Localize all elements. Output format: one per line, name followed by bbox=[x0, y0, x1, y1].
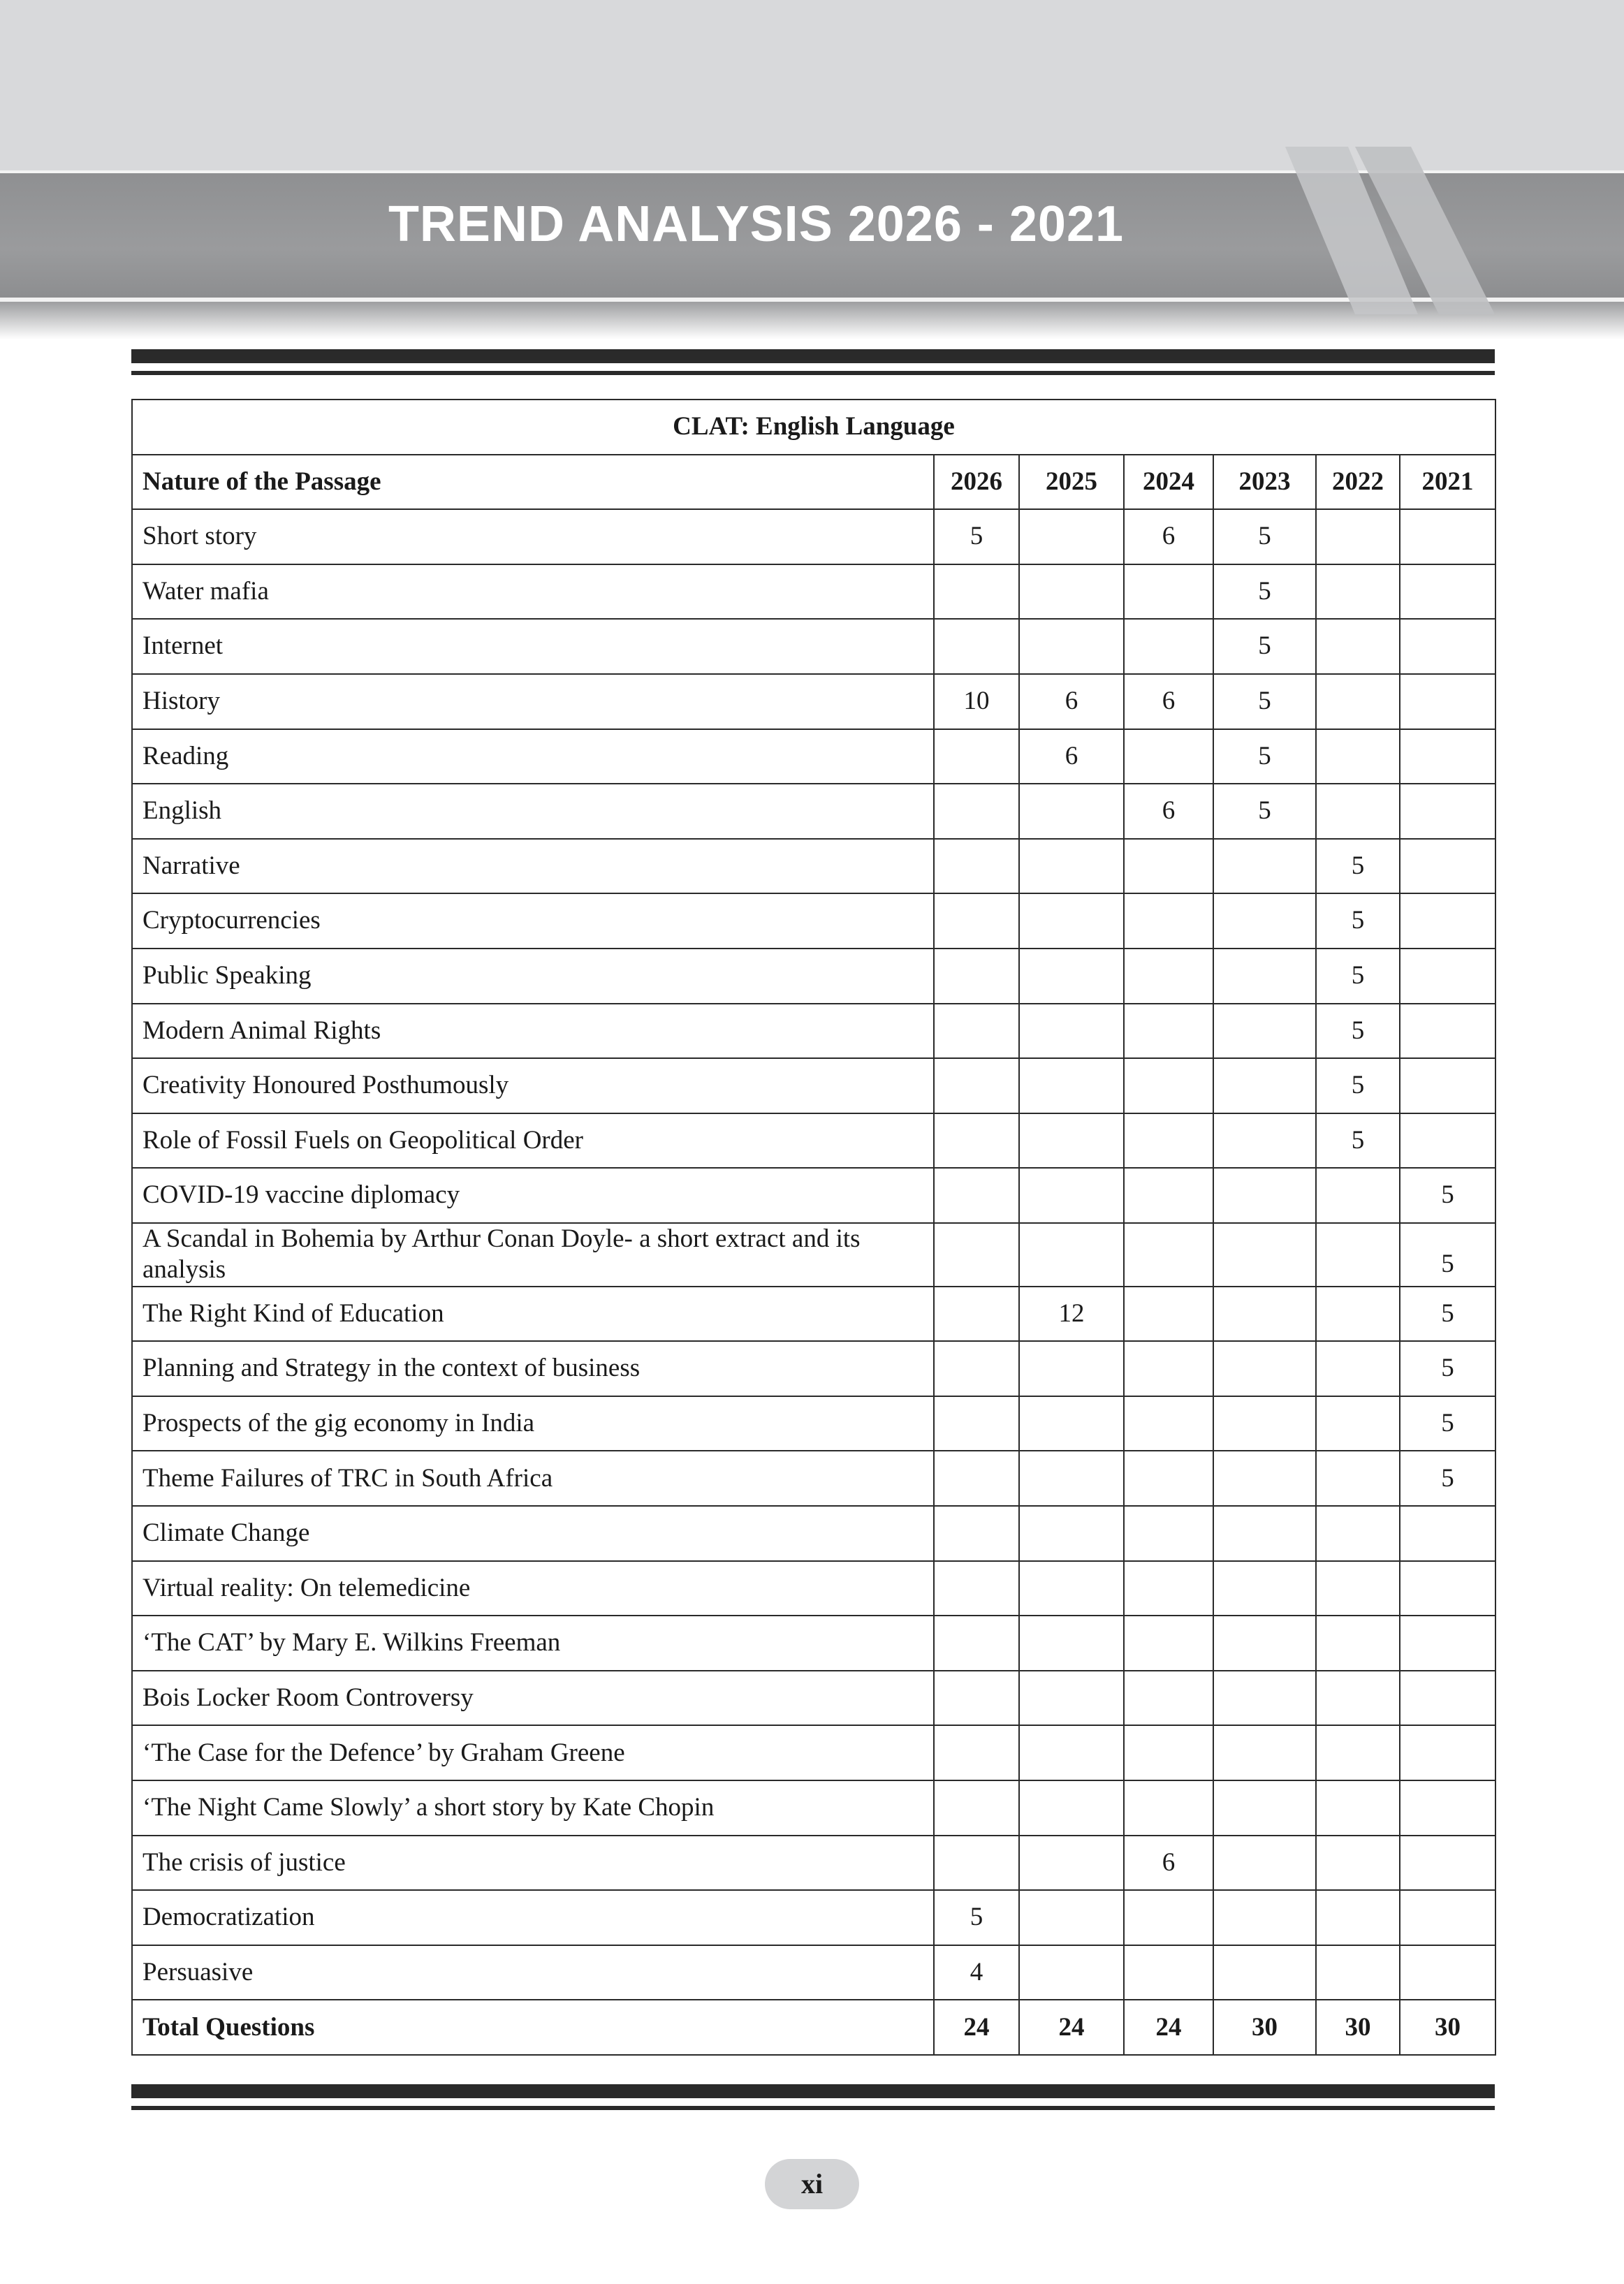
row-value bbox=[934, 1671, 1019, 1726]
row-value: 6 bbox=[1124, 674, 1213, 729]
table-row bbox=[132, 949, 1495, 1004]
row-value bbox=[1213, 1890, 1316, 1945]
row-value bbox=[1213, 1451, 1316, 1506]
column-header-year: 2026 bbox=[934, 455, 1019, 510]
row-value bbox=[1124, 1113, 1213, 1169]
row-value: 5 bbox=[1316, 949, 1400, 1004]
row-value bbox=[1124, 1287, 1213, 1342]
row-value: 5 bbox=[1316, 1113, 1400, 1169]
row-label: Modern Animal Rights bbox=[132, 1004, 934, 1059]
bottom-divider-thick bbox=[131, 2084, 1495, 2098]
table-row bbox=[132, 1451, 1495, 1506]
row-value bbox=[1019, 1004, 1124, 1059]
row-value bbox=[934, 1725, 1019, 1780]
table-row bbox=[132, 1058, 1495, 1113]
row-value: 5 bbox=[1400, 1451, 1495, 1506]
row-label: Bois Locker Room Controversy bbox=[132, 1671, 934, 1726]
row-value bbox=[1316, 1506, 1400, 1561]
table-row bbox=[132, 1616, 1495, 1671]
row-value bbox=[1400, 1725, 1495, 1780]
column-header-year: 2021 bbox=[1400, 455, 1495, 510]
trend-table bbox=[131, 399, 1496, 2056]
row-value bbox=[1124, 619, 1213, 674]
row-value bbox=[1019, 1113, 1124, 1169]
row-value bbox=[1316, 1396, 1400, 1451]
row-value bbox=[1213, 1287, 1316, 1342]
header-top-band bbox=[0, 0, 1624, 170]
row-value bbox=[1124, 1004, 1213, 1059]
row-value bbox=[1400, 1890, 1495, 1945]
row-value bbox=[934, 893, 1019, 949]
total-value: 30 bbox=[1316, 2000, 1400, 2055]
top-divider-thick bbox=[131, 349, 1495, 363]
row-label: Water mafia bbox=[132, 564, 934, 620]
row-value bbox=[1124, 1671, 1213, 1726]
row-value: 5 bbox=[1400, 1341, 1495, 1396]
row-value bbox=[1400, 729, 1495, 784]
row-value bbox=[1213, 1004, 1316, 1059]
row-value bbox=[1019, 1561, 1124, 1616]
row-value bbox=[934, 1168, 1019, 1223]
row-value bbox=[1400, 1836, 1495, 1891]
row-value bbox=[1213, 1671, 1316, 1726]
row-value bbox=[1019, 893, 1124, 949]
table-row bbox=[132, 729, 1495, 784]
table-row bbox=[132, 784, 1495, 839]
row-value: 6 bbox=[1124, 1836, 1213, 1891]
row-value bbox=[934, 729, 1019, 784]
row-value bbox=[1400, 893, 1495, 949]
row-label: Public Speaking bbox=[132, 949, 934, 1004]
row-value bbox=[1316, 1836, 1400, 1891]
bottom-divider-thin bbox=[131, 2106, 1495, 2110]
row-value bbox=[1213, 1561, 1316, 1616]
column-header-passage: Nature of the Passage bbox=[132, 455, 934, 510]
table-row bbox=[132, 839, 1495, 894]
row-value bbox=[1019, 1506, 1124, 1561]
row-value bbox=[1124, 893, 1213, 949]
row-value bbox=[1124, 1890, 1213, 1945]
table-row bbox=[132, 674, 1495, 729]
row-value bbox=[1400, 1671, 1495, 1726]
row-value bbox=[934, 1396, 1019, 1451]
row-label: The Right Kind of Education bbox=[132, 1287, 934, 1342]
row-value bbox=[1019, 619, 1124, 674]
row-value: 5 bbox=[1213, 729, 1316, 784]
row-value bbox=[1400, 509, 1495, 564]
row-value bbox=[1400, 1561, 1495, 1616]
row-label: Virtual reality: On telemedicine bbox=[132, 1561, 934, 1616]
row-value bbox=[1124, 729, 1213, 784]
table-row bbox=[132, 1004, 1495, 1059]
row-value: 5 bbox=[934, 509, 1019, 564]
row-value bbox=[1124, 839, 1213, 894]
row-value bbox=[1124, 564, 1213, 620]
row-label: Internet bbox=[132, 619, 934, 674]
column-header-year: 2024 bbox=[1124, 455, 1213, 510]
row-value bbox=[934, 1004, 1019, 1059]
row-label: English bbox=[132, 784, 934, 839]
row-value bbox=[934, 1287, 1019, 1342]
row-value bbox=[934, 1341, 1019, 1396]
row-label: History bbox=[132, 674, 934, 729]
total-value: 24 bbox=[1019, 2000, 1124, 2055]
table-row bbox=[132, 619, 1495, 674]
row-value bbox=[934, 949, 1019, 1004]
row-value: 6 bbox=[1124, 509, 1213, 564]
row-value bbox=[1213, 1836, 1316, 1891]
table-row bbox=[132, 1223, 1495, 1287]
row-value bbox=[1400, 949, 1495, 1004]
row-value bbox=[1124, 1506, 1213, 1561]
row-value: 4 bbox=[934, 1945, 1019, 2000]
row-value bbox=[1400, 1506, 1495, 1561]
row-value bbox=[1316, 1780, 1400, 1836]
row-value bbox=[1316, 729, 1400, 784]
row-value bbox=[1124, 1058, 1213, 1113]
row-value bbox=[1316, 1945, 1400, 2000]
total-row bbox=[132, 2000, 1495, 2055]
row-value bbox=[1019, 1058, 1124, 1113]
row-value: 6 bbox=[1019, 674, 1124, 729]
row-label: The crisis of justice bbox=[132, 1836, 934, 1891]
table-row bbox=[132, 1780, 1495, 1836]
row-value bbox=[1316, 1725, 1400, 1780]
row-value bbox=[934, 839, 1019, 894]
row-value bbox=[1213, 1058, 1316, 1113]
row-label: Prospects of the gig economy in India bbox=[132, 1396, 934, 1451]
row-value bbox=[1213, 1168, 1316, 1223]
row-value: 5 bbox=[1213, 619, 1316, 674]
table-row bbox=[132, 893, 1495, 949]
table-row bbox=[132, 1836, 1495, 1891]
row-value bbox=[934, 784, 1019, 839]
row-value bbox=[1400, 619, 1495, 674]
row-value: 5 bbox=[1316, 1004, 1400, 1059]
row-value bbox=[1124, 1725, 1213, 1780]
row-value bbox=[934, 1561, 1019, 1616]
row-value bbox=[1019, 1780, 1124, 1836]
row-value bbox=[1213, 949, 1316, 1004]
row-value bbox=[934, 1451, 1019, 1506]
row-value bbox=[934, 1506, 1019, 1561]
table-header-row bbox=[132, 455, 1495, 510]
row-value bbox=[1400, 1004, 1495, 1059]
row-value bbox=[1400, 1780, 1495, 1836]
row-value bbox=[1019, 1890, 1124, 1945]
row-value bbox=[1400, 1616, 1495, 1671]
row-label: Creativity Honoured Posthumously bbox=[132, 1058, 934, 1113]
row-value bbox=[1213, 893, 1316, 949]
row-value: 5 bbox=[1213, 509, 1316, 564]
row-value bbox=[1213, 1396, 1316, 1451]
table-row bbox=[132, 1113, 1495, 1169]
row-value bbox=[1124, 949, 1213, 1004]
row-value bbox=[1316, 509, 1400, 564]
row-value bbox=[1019, 839, 1124, 894]
row-label: ‘The Night Came Slowly’ a short story by Kate Chopin bbox=[132, 1780, 934, 1836]
row-value: 12 bbox=[1019, 1287, 1124, 1342]
top-divider-thin bbox=[131, 371, 1495, 375]
row-label: Narrative bbox=[132, 839, 934, 894]
row-value: 5 bbox=[1213, 564, 1316, 620]
column-header-year: 2023 bbox=[1213, 455, 1316, 510]
table-row bbox=[132, 1945, 1495, 2000]
table-row bbox=[132, 1561, 1495, 1616]
row-value bbox=[1019, 1836, 1124, 1891]
row-value bbox=[1019, 784, 1124, 839]
row-value bbox=[1213, 1780, 1316, 1836]
row-label: Role of Fossil Fuels on Geopolitical Order bbox=[132, 1113, 934, 1169]
page-number-badge: xi bbox=[765, 2159, 859, 2209]
row-value bbox=[1019, 1223, 1124, 1287]
table-row bbox=[132, 1506, 1495, 1561]
row-value: 5 bbox=[1400, 1287, 1495, 1342]
row-value bbox=[1019, 564, 1124, 620]
row-value bbox=[1019, 1168, 1124, 1223]
row-value bbox=[1316, 1341, 1400, 1396]
row-value bbox=[1400, 674, 1495, 729]
row-value bbox=[1213, 1725, 1316, 1780]
row-value bbox=[1213, 1945, 1316, 2000]
table-row bbox=[132, 1168, 1495, 1223]
row-value bbox=[1213, 1616, 1316, 1671]
total-value: 24 bbox=[1124, 2000, 1213, 2055]
row-value bbox=[934, 1058, 1019, 1113]
row-value bbox=[1400, 1113, 1495, 1169]
row-value bbox=[1316, 784, 1400, 839]
row-label: Planning and Strategy in the context of business bbox=[132, 1341, 934, 1396]
row-value bbox=[934, 1113, 1019, 1169]
row-value bbox=[1019, 1396, 1124, 1451]
row-value bbox=[1213, 1113, 1316, 1169]
row-value bbox=[1124, 1396, 1213, 1451]
row-label: ‘The Case for the Defence’ by Graham Greene bbox=[132, 1725, 934, 1780]
row-value bbox=[1316, 1168, 1400, 1223]
row-value: 5 bbox=[1400, 1396, 1495, 1451]
row-value bbox=[1213, 1341, 1316, 1396]
row-value bbox=[1316, 1451, 1400, 1506]
row-label: Theme Failures of TRC in South Africa bbox=[132, 1451, 934, 1506]
row-value bbox=[1400, 564, 1495, 620]
table-row bbox=[132, 509, 1495, 564]
row-value bbox=[1316, 1890, 1400, 1945]
row-value bbox=[1124, 1223, 1213, 1287]
row-value: 6 bbox=[1124, 784, 1213, 839]
total-value: 30 bbox=[1213, 2000, 1316, 2055]
row-value bbox=[1019, 949, 1124, 1004]
row-label: Short story bbox=[132, 509, 934, 564]
row-value bbox=[1316, 1616, 1400, 1671]
row-value bbox=[1019, 1725, 1124, 1780]
row-value bbox=[1316, 1287, 1400, 1342]
row-value bbox=[934, 1836, 1019, 1891]
column-header-year: 2022 bbox=[1316, 455, 1400, 510]
row-value bbox=[1124, 1616, 1213, 1671]
row-label: A Scandal in Bohemia by Arthur Conan Doyle- a short extract and its analysis bbox=[132, 1223, 934, 1287]
row-value bbox=[934, 1616, 1019, 1671]
row-value bbox=[1400, 784, 1495, 839]
total-value: 24 bbox=[934, 2000, 1019, 2055]
table-row bbox=[132, 1890, 1495, 1945]
table-row bbox=[132, 1671, 1495, 1726]
row-value bbox=[1400, 839, 1495, 894]
row-value: 6 bbox=[1019, 729, 1124, 784]
row-label: Climate Change bbox=[132, 1506, 934, 1561]
row-value bbox=[1316, 674, 1400, 729]
table-caption-row bbox=[132, 400, 1495, 455]
table-row bbox=[132, 1287, 1495, 1342]
row-value: 5 bbox=[1400, 1168, 1495, 1223]
column-header-year: 2025 bbox=[1019, 455, 1124, 510]
row-label: Persuasive bbox=[132, 1945, 934, 2000]
row-value bbox=[1124, 1945, 1213, 2000]
row-value bbox=[1400, 1945, 1495, 2000]
total-label: Total Questions bbox=[132, 2000, 934, 2055]
row-value bbox=[1316, 1223, 1400, 1287]
table-row bbox=[132, 1396, 1495, 1451]
row-value: 5 bbox=[1213, 784, 1316, 839]
row-value: 5 bbox=[1316, 893, 1400, 949]
row-value bbox=[934, 619, 1019, 674]
table-row bbox=[132, 1341, 1495, 1396]
row-value bbox=[1400, 1058, 1495, 1113]
row-value bbox=[934, 1223, 1019, 1287]
row-value bbox=[1316, 619, 1400, 674]
table-caption: CLAT: English Language bbox=[132, 400, 1495, 455]
row-value: 5 bbox=[1400, 1223, 1495, 1287]
row-value bbox=[1019, 1671, 1124, 1726]
row-value bbox=[1316, 564, 1400, 620]
row-label: ‘The CAT’ by Mary E. Wilkins Freeman bbox=[132, 1616, 934, 1671]
row-value: 5 bbox=[1316, 839, 1400, 894]
row-label: Democratization bbox=[132, 1890, 934, 1945]
row-value: 5 bbox=[1213, 674, 1316, 729]
table-row bbox=[132, 1725, 1495, 1780]
row-value bbox=[934, 564, 1019, 620]
row-value bbox=[1124, 1168, 1213, 1223]
page-title: TREND ANALYSIS 2026 - 2021 bbox=[388, 196, 1125, 252]
row-label: Cryptocurrencies bbox=[132, 893, 934, 949]
row-value bbox=[1124, 1561, 1213, 1616]
row-label: COVID-19 vaccine diplomacy bbox=[132, 1168, 934, 1223]
row-value bbox=[1213, 1223, 1316, 1287]
row-value bbox=[1019, 1341, 1124, 1396]
table-row bbox=[132, 564, 1495, 620]
row-value bbox=[1019, 1945, 1124, 2000]
row-value bbox=[934, 1780, 1019, 1836]
row-value: 10 bbox=[934, 674, 1019, 729]
row-value bbox=[1019, 509, 1124, 564]
row-value bbox=[1316, 1561, 1400, 1616]
row-value bbox=[1019, 1616, 1124, 1671]
total-value: 30 bbox=[1400, 2000, 1495, 2055]
row-value bbox=[1213, 839, 1316, 894]
row-value bbox=[1124, 1780, 1213, 1836]
row-value bbox=[1124, 1451, 1213, 1506]
row-value bbox=[1124, 1341, 1213, 1396]
row-value bbox=[1213, 1506, 1316, 1561]
row-value: 5 bbox=[934, 1890, 1019, 1945]
row-label: Reading bbox=[132, 729, 934, 784]
row-value bbox=[1019, 1451, 1124, 1506]
row-value: 5 bbox=[1316, 1058, 1400, 1113]
row-value bbox=[1316, 1671, 1400, 1726]
